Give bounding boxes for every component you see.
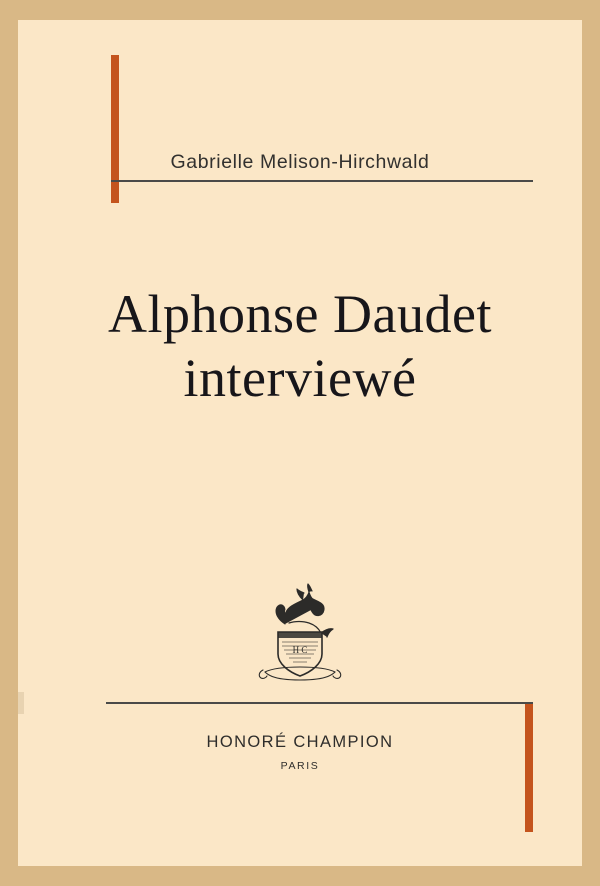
publisher-name: HONORÉ CHAMPION [206,733,394,751]
title-line-2: interviewé [183,348,417,408]
champion-rearing-horse-crest-icon [245,580,355,688]
publisher-city: PARIS [280,760,320,772]
book-title [18,282,582,410]
book-cover [18,20,582,866]
title-line-1: Alphonse Daudet [108,284,492,344]
hairline-rule-top [111,180,533,182]
author-name: Gabrielle Melison-Hirchwald [170,151,430,173]
spine-tick [18,692,24,714]
hairline-rule-bottom [106,702,533,704]
svg-text:H C: H C [292,645,308,655]
